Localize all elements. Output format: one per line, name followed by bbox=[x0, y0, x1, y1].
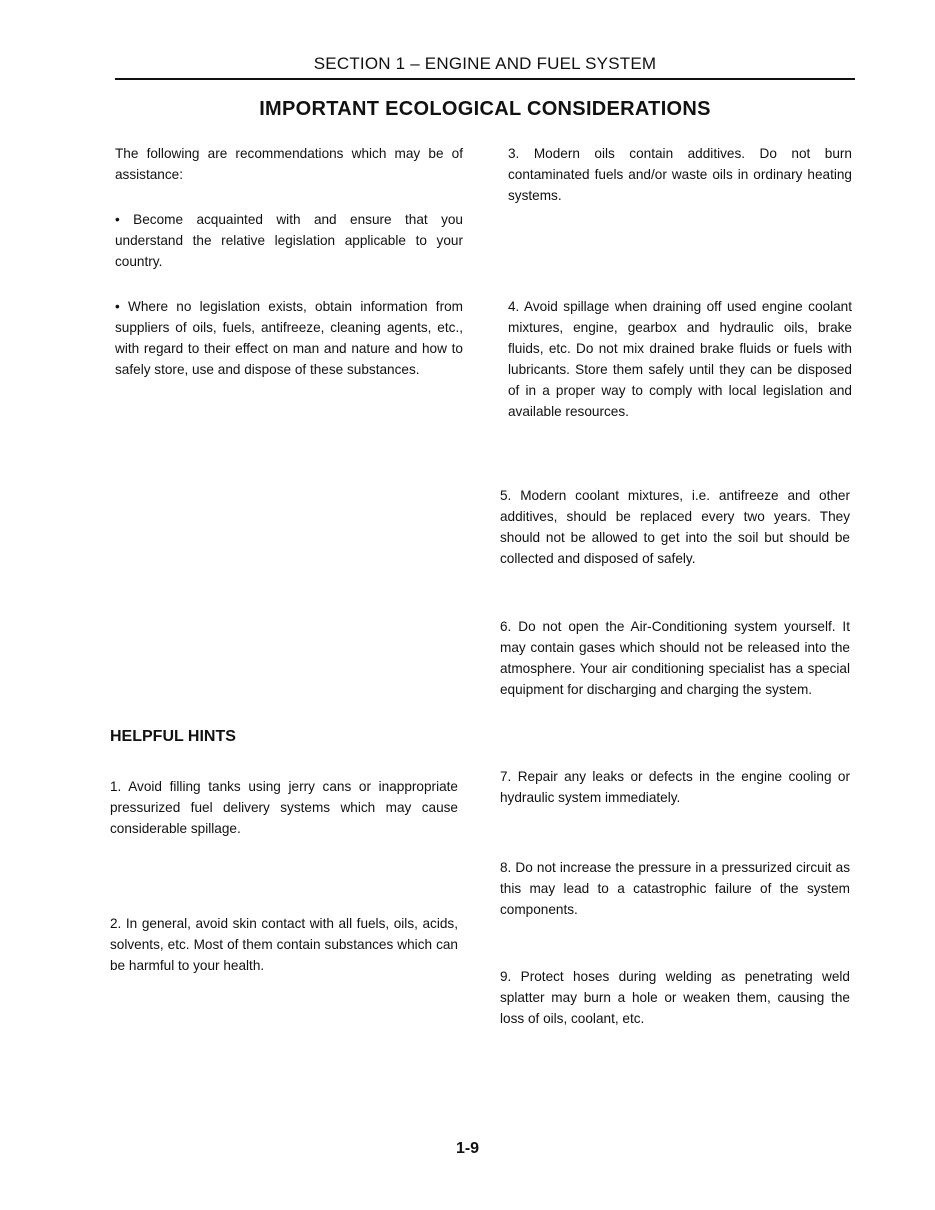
page-title: IMPORTANT ECOLOGICAL CONSIDERATIONS bbox=[259, 98, 711, 120]
hint-1: 1. Avoid filling tanks using jerry cans or inappropriate pressurized fuel delivery systems which may cause considerable spillage. bbox=[110, 779, 458, 836]
bullet-no-legislation: • Where no legislation exists, obtain information from suppliers of oils, fuels, antifreeze, cleaning agents, etc., with regard to their effect on man and nature and how to safely store, use and dispose of these substances. bbox=[115, 299, 463, 377]
item-9: 9. Protect hoses during welding as penetrating weld splatter may burn a hole or weaken them, causing the loss of oils, coolant, etc. bbox=[500, 969, 850, 1026]
item-8: 8. Do not increase the pressure in a pressurized circuit as this may lead to a catastrophic failure of the system components. bbox=[500, 860, 850, 917]
helpful-hints-heading: HELPFUL HINTS bbox=[110, 728, 236, 745]
section-header: SECTION 1 – ENGINE AND FUEL SYSTEM bbox=[313, 54, 657, 73]
header-rule bbox=[115, 78, 855, 80]
item-6: 6. Do not open the Air-Conditioning system yourself. It may contain gases which should not be released into the atmosphere. Your air conditioning specialist has a special equipment for discharging and charging the system. bbox=[500, 619, 850, 697]
bullet-legislation: • Become acquainted with and ensure that you understand the relative legislation applicable to your country. bbox=[115, 212, 463, 269]
item-4: 4. Avoid spillage when draining off used engine coolant mixtures, engine, gearbox and hydraulic oils, brake fluids, etc. Do not mix drained brake fluids or fuels with lubricants. Store them safely until they can be disposed of in a proper way to comply with local legislation and available resources. bbox=[508, 299, 852, 419]
intro-paragraph: The following are recommendations which may be of assistance: bbox=[115, 146, 463, 182]
page-number: 1-9 bbox=[455, 1140, 480, 1157]
item-3: 3. Modern oils contain additives. Do not burn contaminated fuels and/or waste oils in ordinary heating systems. bbox=[508, 146, 852, 203]
item-5: 5. Modern coolant mixtures, i.e. antifreeze and other additives, should be replaced every two years. They should not be allowed to get into the soil but should be collected and disposed of safely. bbox=[500, 488, 850, 566]
item-7: 7. Repair any leaks or defects in the engine cooling or hydraulic system immediately. bbox=[500, 769, 850, 805]
hint-2: 2. In general, avoid skin contact with all fuels, oils, acids, solvents, etc. Most of them contain substances which can be harmful to your health. bbox=[110, 916, 458, 973]
